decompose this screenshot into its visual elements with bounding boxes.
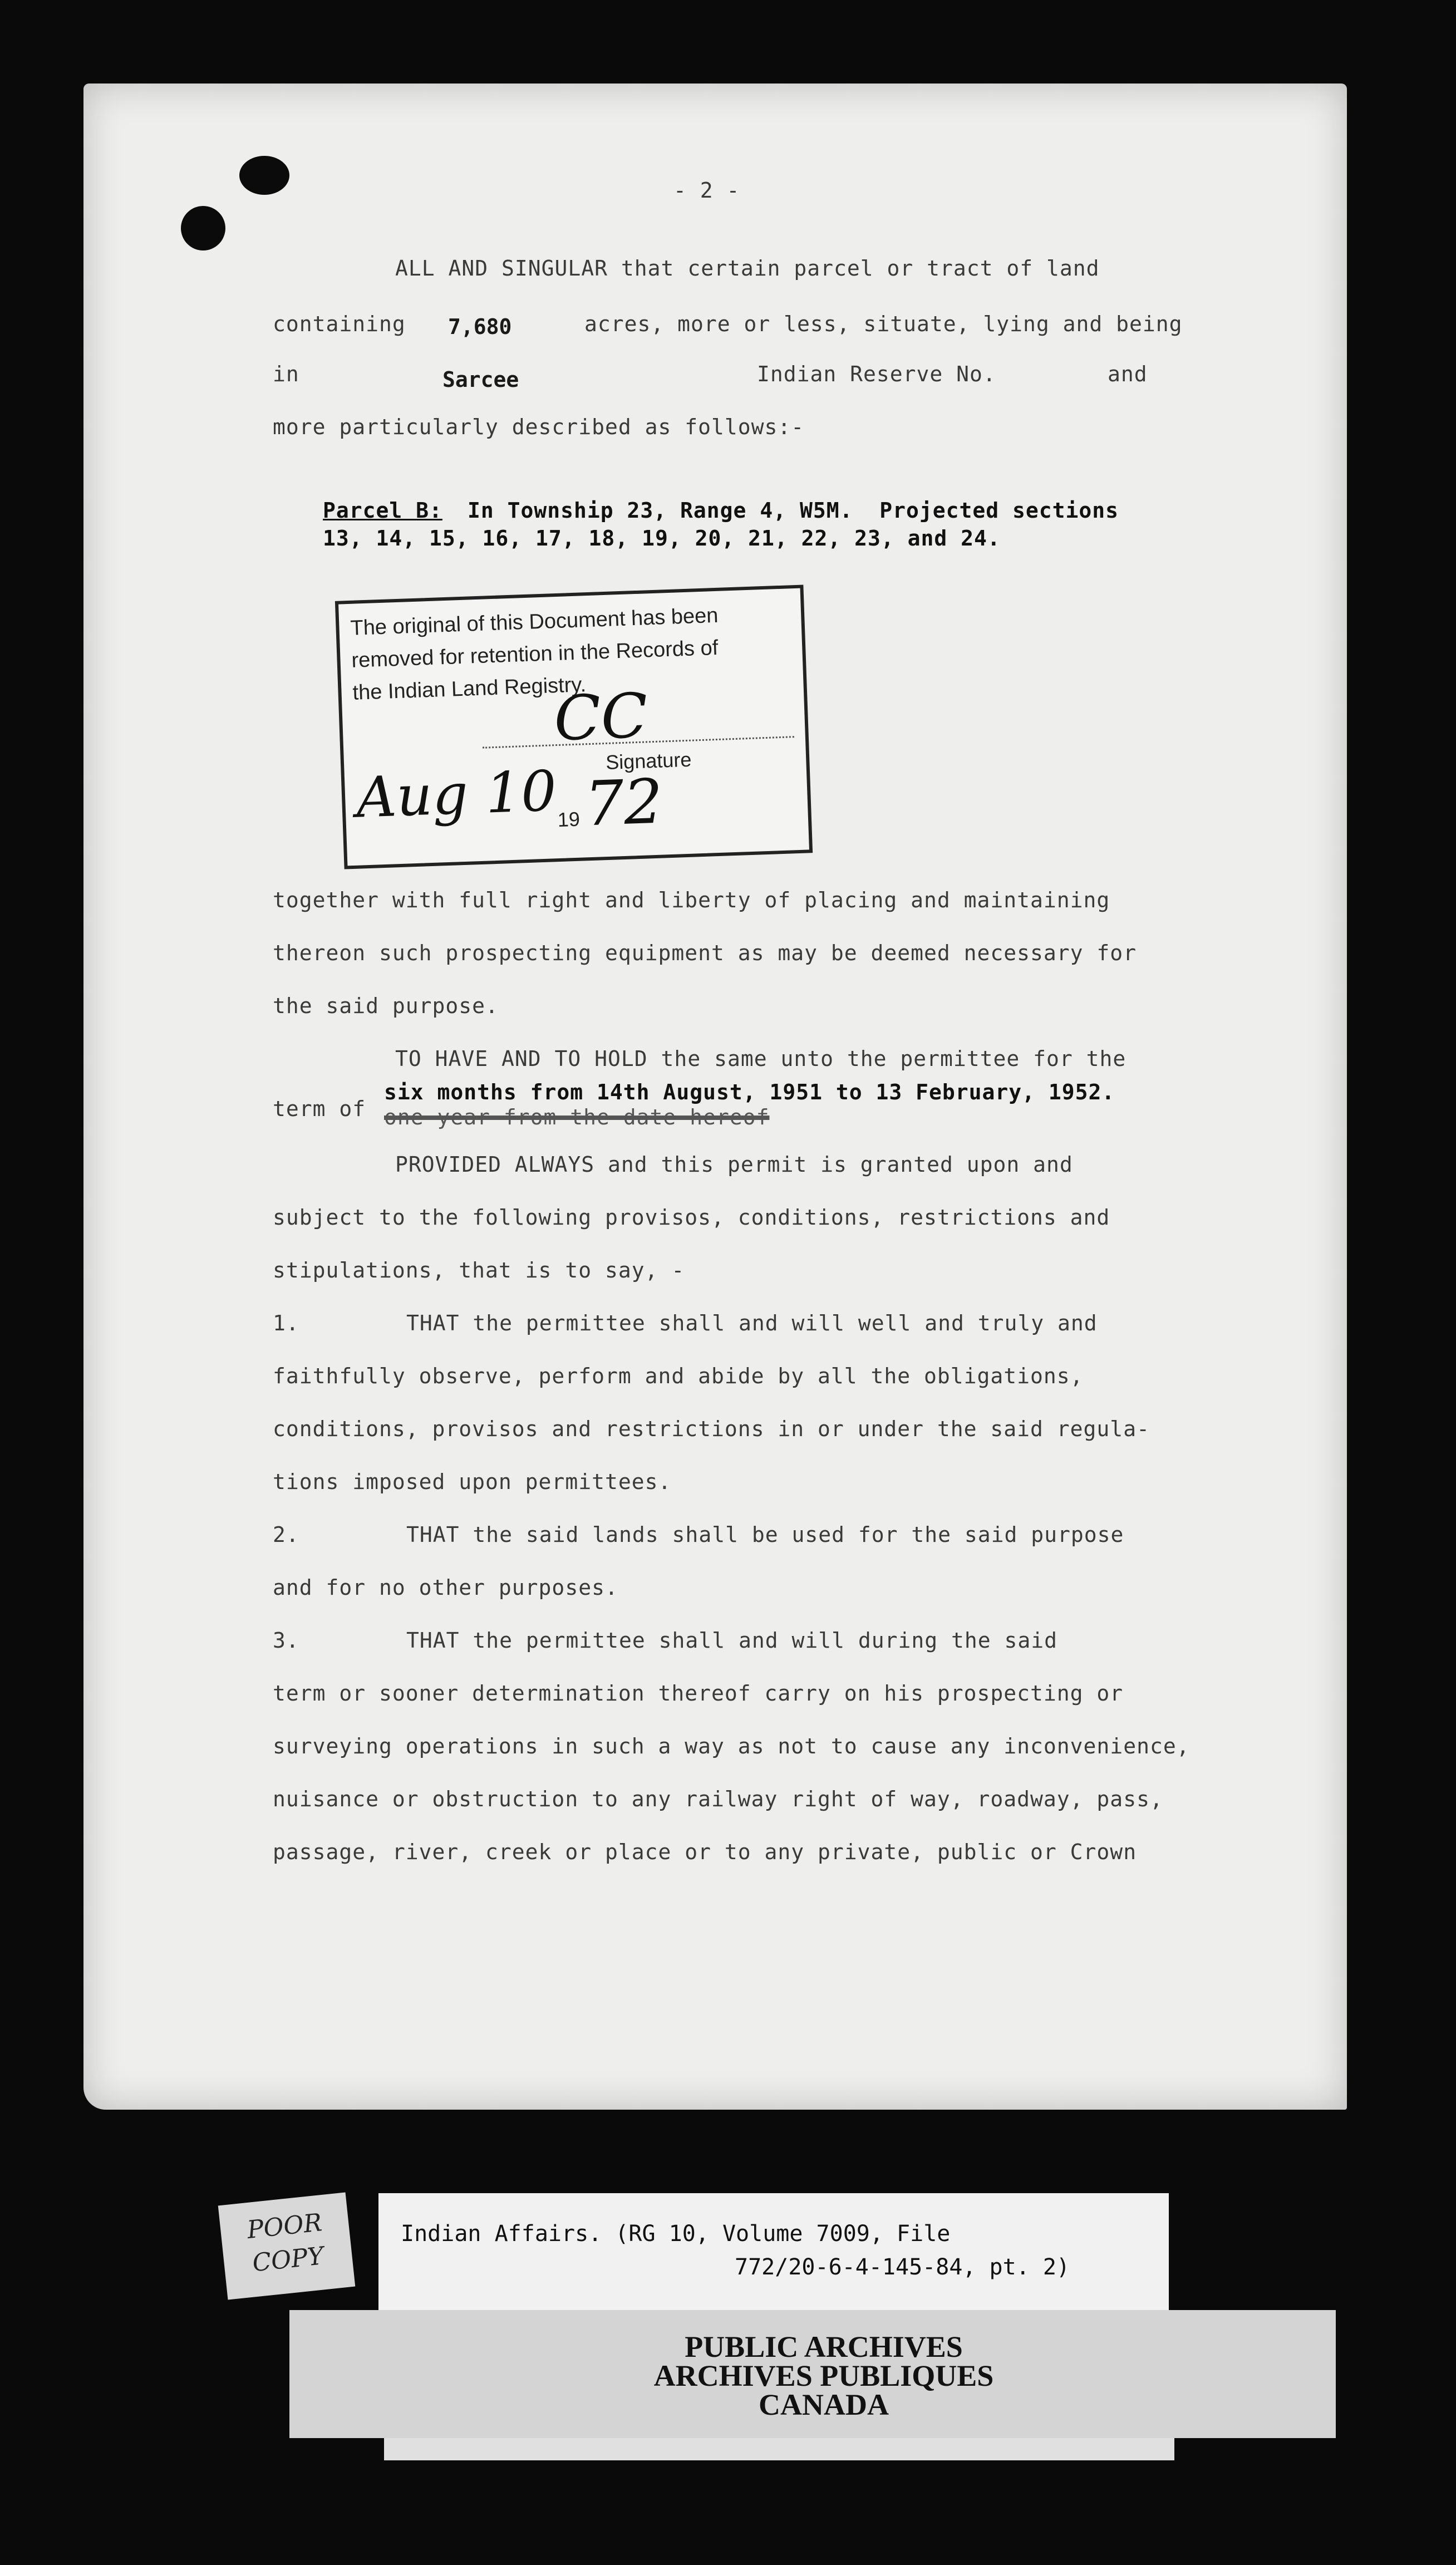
para4-line-3: stipulations, that is to say, - — [273, 1258, 685, 1282]
archive-reference-line-1: Indian Affairs. (RG 10, Volume 7009, File — [401, 2221, 951, 2247]
parcel-line-1: In Township 23, Range 4, W5M. Projected sections — [468, 498, 1119, 523]
document-page — [83, 83, 1347, 2110]
body-line-2-suffix: acres, more or less, situate, lying and being — [584, 312, 1183, 336]
para3-term-prefix: term of — [273, 1097, 366, 1121]
clause-1-line-3: conditions, provisos and restrictions in or under the said regula- — [273, 1417, 1150, 1441]
clause-2-number: 2. — [273, 1522, 299, 1547]
clause-1-line-2: faithfully observe, perform and abide by all the obligations, — [273, 1364, 1084, 1388]
handwritten-year: 72 — [583, 765, 664, 840]
term-struck-text: one year from the date hereof — [384, 1105, 770, 1129]
clause-3-number: 3. — [273, 1628, 299, 1653]
body-line-1: ALL AND SINGULAR that certain parcel or tract of land — [395, 256, 1100, 281]
body-line-4: more particularly described as follows:- — [273, 415, 805, 439]
para3-line-1: TO HAVE AND TO HOLD the same unto the permittee for the — [395, 1046, 1127, 1071]
handwritten-date: Aug 10 — [355, 758, 558, 831]
body-line-2-prefix: containing — [273, 312, 406, 336]
banner-line-3: CANADA — [759, 2388, 889, 2421]
signature-label: Signature — [605, 748, 692, 774]
para2-line-3: the said purpose. — [273, 994, 499, 1018]
banner-line-2: ARCHIVES PUBLIQUES — [653, 2359, 994, 2392]
removal-stamp — [335, 584, 813, 869]
parcel-line-2: 13, 14, 15, 16, 17, 18, 19, 20, 21, 22, 23, and 24. — [323, 526, 1001, 551]
body-line-3-mid: Indian Reserve No. — [757, 362, 996, 386]
punch-hole-left — [181, 206, 225, 250]
archive-reference-line-2: 772/20-6-4-145-84, pt. 2) — [735, 2254, 1070, 2280]
handwritten-initials: CC — [553, 680, 649, 755]
para4-line-2: subject to the following provisos, conditions, restrictions and — [273, 1205, 1110, 1230]
clause-1-line-1: THAT the permittee shall and will well and truly and — [406, 1311, 1098, 1335]
clause-3-line-2: term or sooner determination thereof carry on his prospecting or — [273, 1681, 1124, 1706]
reserve-name-field: Sarcee — [442, 367, 519, 392]
clause-2-line-1: THAT the said lands shall be used for the said purpose — [406, 1522, 1124, 1547]
para2-line-1: together with full right and liberty of placing and maintaining — [273, 888, 1110, 912]
acreage-field: 7,680 — [448, 315, 512, 339]
para4-line-1: PROVIDED ALWAYS and this permit is granted upon and — [395, 1152, 1073, 1177]
page-number: - 2 - — [673, 178, 740, 203]
stamp-text: The original of this Document has been removed for retention in the Records of the Indian Land Registry. — [350, 603, 719, 705]
clause-1-line-4: tions imposed upon permittees. — [273, 1470, 672, 1494]
public-archives-banner — [289, 2310, 1336, 2438]
body-line-3-suffix: and — [1108, 362, 1148, 386]
body-line-3-prefix: in — [273, 362, 299, 386]
punch-hole-top — [239, 156, 289, 195]
para2-line-2: thereon such prospecting equipment as may be deemed necessary for — [273, 941, 1137, 965]
clause-2-line-2: and for no other purposes. — [273, 1575, 618, 1600]
poor-copy-note: POOR COPY — [218, 2192, 356, 2299]
clause-3-line-5: passage, river, creek or place or to any private, public or Crown — [273, 1840, 1137, 1864]
clause-3-line-3: surveying operations in such a way as not to cause any inconvenience, — [273, 1734, 1190, 1758]
term-typed-over: six months from 14th August, 1951 to 13 February, 1952. — [384, 1080, 1115, 1104]
bottom-strip — [384, 2438, 1174, 2460]
banner-line-1: PUBLIC ARCHIVES — [685, 2330, 963, 2363]
year-prefix: 19 — [557, 807, 581, 832]
clause-3-line-4: nuisance or obstruction to any railway right of way, roadway, pass, — [273, 1787, 1163, 1811]
parcel-label: Parcel B: — [323, 498, 442, 523]
clause-3-line-1: THAT the permittee shall and will during the said — [406, 1628, 1058, 1653]
archive-reference-label — [378, 2193, 1169, 2327]
clause-1-number: 1. — [273, 1311, 299, 1335]
